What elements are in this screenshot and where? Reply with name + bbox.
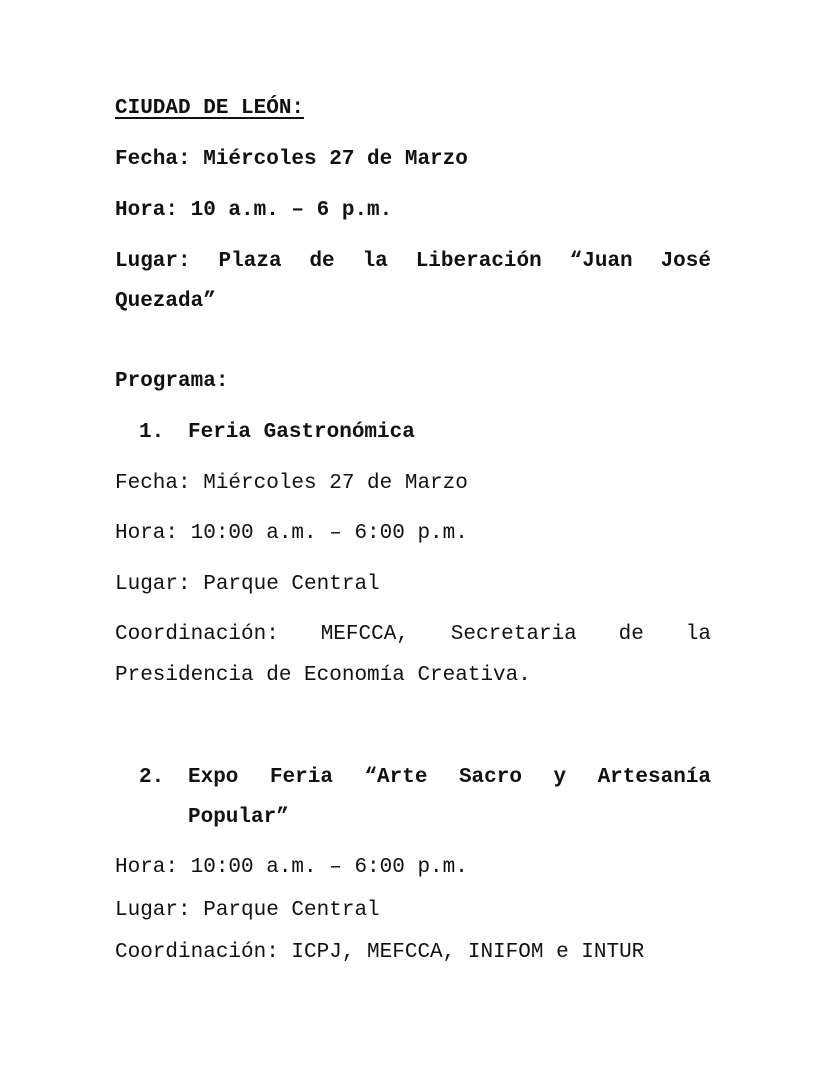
item-number: 1.: [139, 421, 165, 444]
event-time: Hora: 10 a.m. – 6 p.m.: [115, 199, 393, 222]
title-word: Artesanía: [597, 766, 711, 789]
item-2-location: Lugar: Parque Central: [115, 899, 380, 922]
document-page: [115, 0, 711, 1068]
event-date: Fecha: Miércoles 27 de Marzo: [115, 148, 468, 171]
location-word: Lugar:: [115, 250, 191, 273]
location-word: “Juan: [569, 250, 633, 273]
title-word: Expo: [188, 766, 239, 789]
location-word: Plaza: [218, 250, 282, 273]
coord-word: Secretaria: [450, 623, 577, 646]
item-title-continued: Popular”: [188, 806, 289, 829]
item-2-coordination: Coordinación: ICPJ, MEFCCA, INIFOM e INTUR: [115, 941, 645, 964]
title-word: y: [553, 766, 567, 789]
title-word: “Arte: [364, 766, 428, 789]
item-1-location: Lugar: Parque Central: [115, 573, 380, 596]
item-title: [188, 765, 711, 791]
item-number: 2.: [139, 766, 165, 789]
event-location: [115, 249, 711, 275]
coord-word: MEFCCA,: [320, 623, 409, 646]
location-word: de: [309, 250, 335, 273]
item-1-time: Hora: 10:00 a.m. – 6:00 p.m.: [115, 522, 468, 545]
location-word: José: [660, 250, 711, 273]
coord-word: de: [618, 623, 644, 646]
title-word: Sacro: [458, 766, 522, 789]
item-1-coordination: [115, 622, 711, 648]
location-word: la: [362, 250, 388, 273]
city-heading: CIUDAD DE LEÓN:: [115, 97, 305, 120]
program-label: Programa:: [115, 370, 229, 393]
item-1-coordination-continued: Presidencia de Economía Creativa.: [115, 664, 531, 687]
item-title: Feria Gastronómica: [188, 421, 415, 444]
item-2-time: Hora: 10:00 a.m. – 6:00 p.m.: [115, 856, 468, 879]
title-word: Feria: [269, 766, 333, 789]
coord-word: Coordinación:: [115, 623, 279, 646]
location-word: Liberación: [415, 250, 542, 273]
item-1-date: Fecha: Miércoles 27 de Marzo: [115, 472, 468, 495]
event-location-continued: Quezada”: [115, 290, 216, 313]
coord-word: la: [685, 623, 711, 646]
